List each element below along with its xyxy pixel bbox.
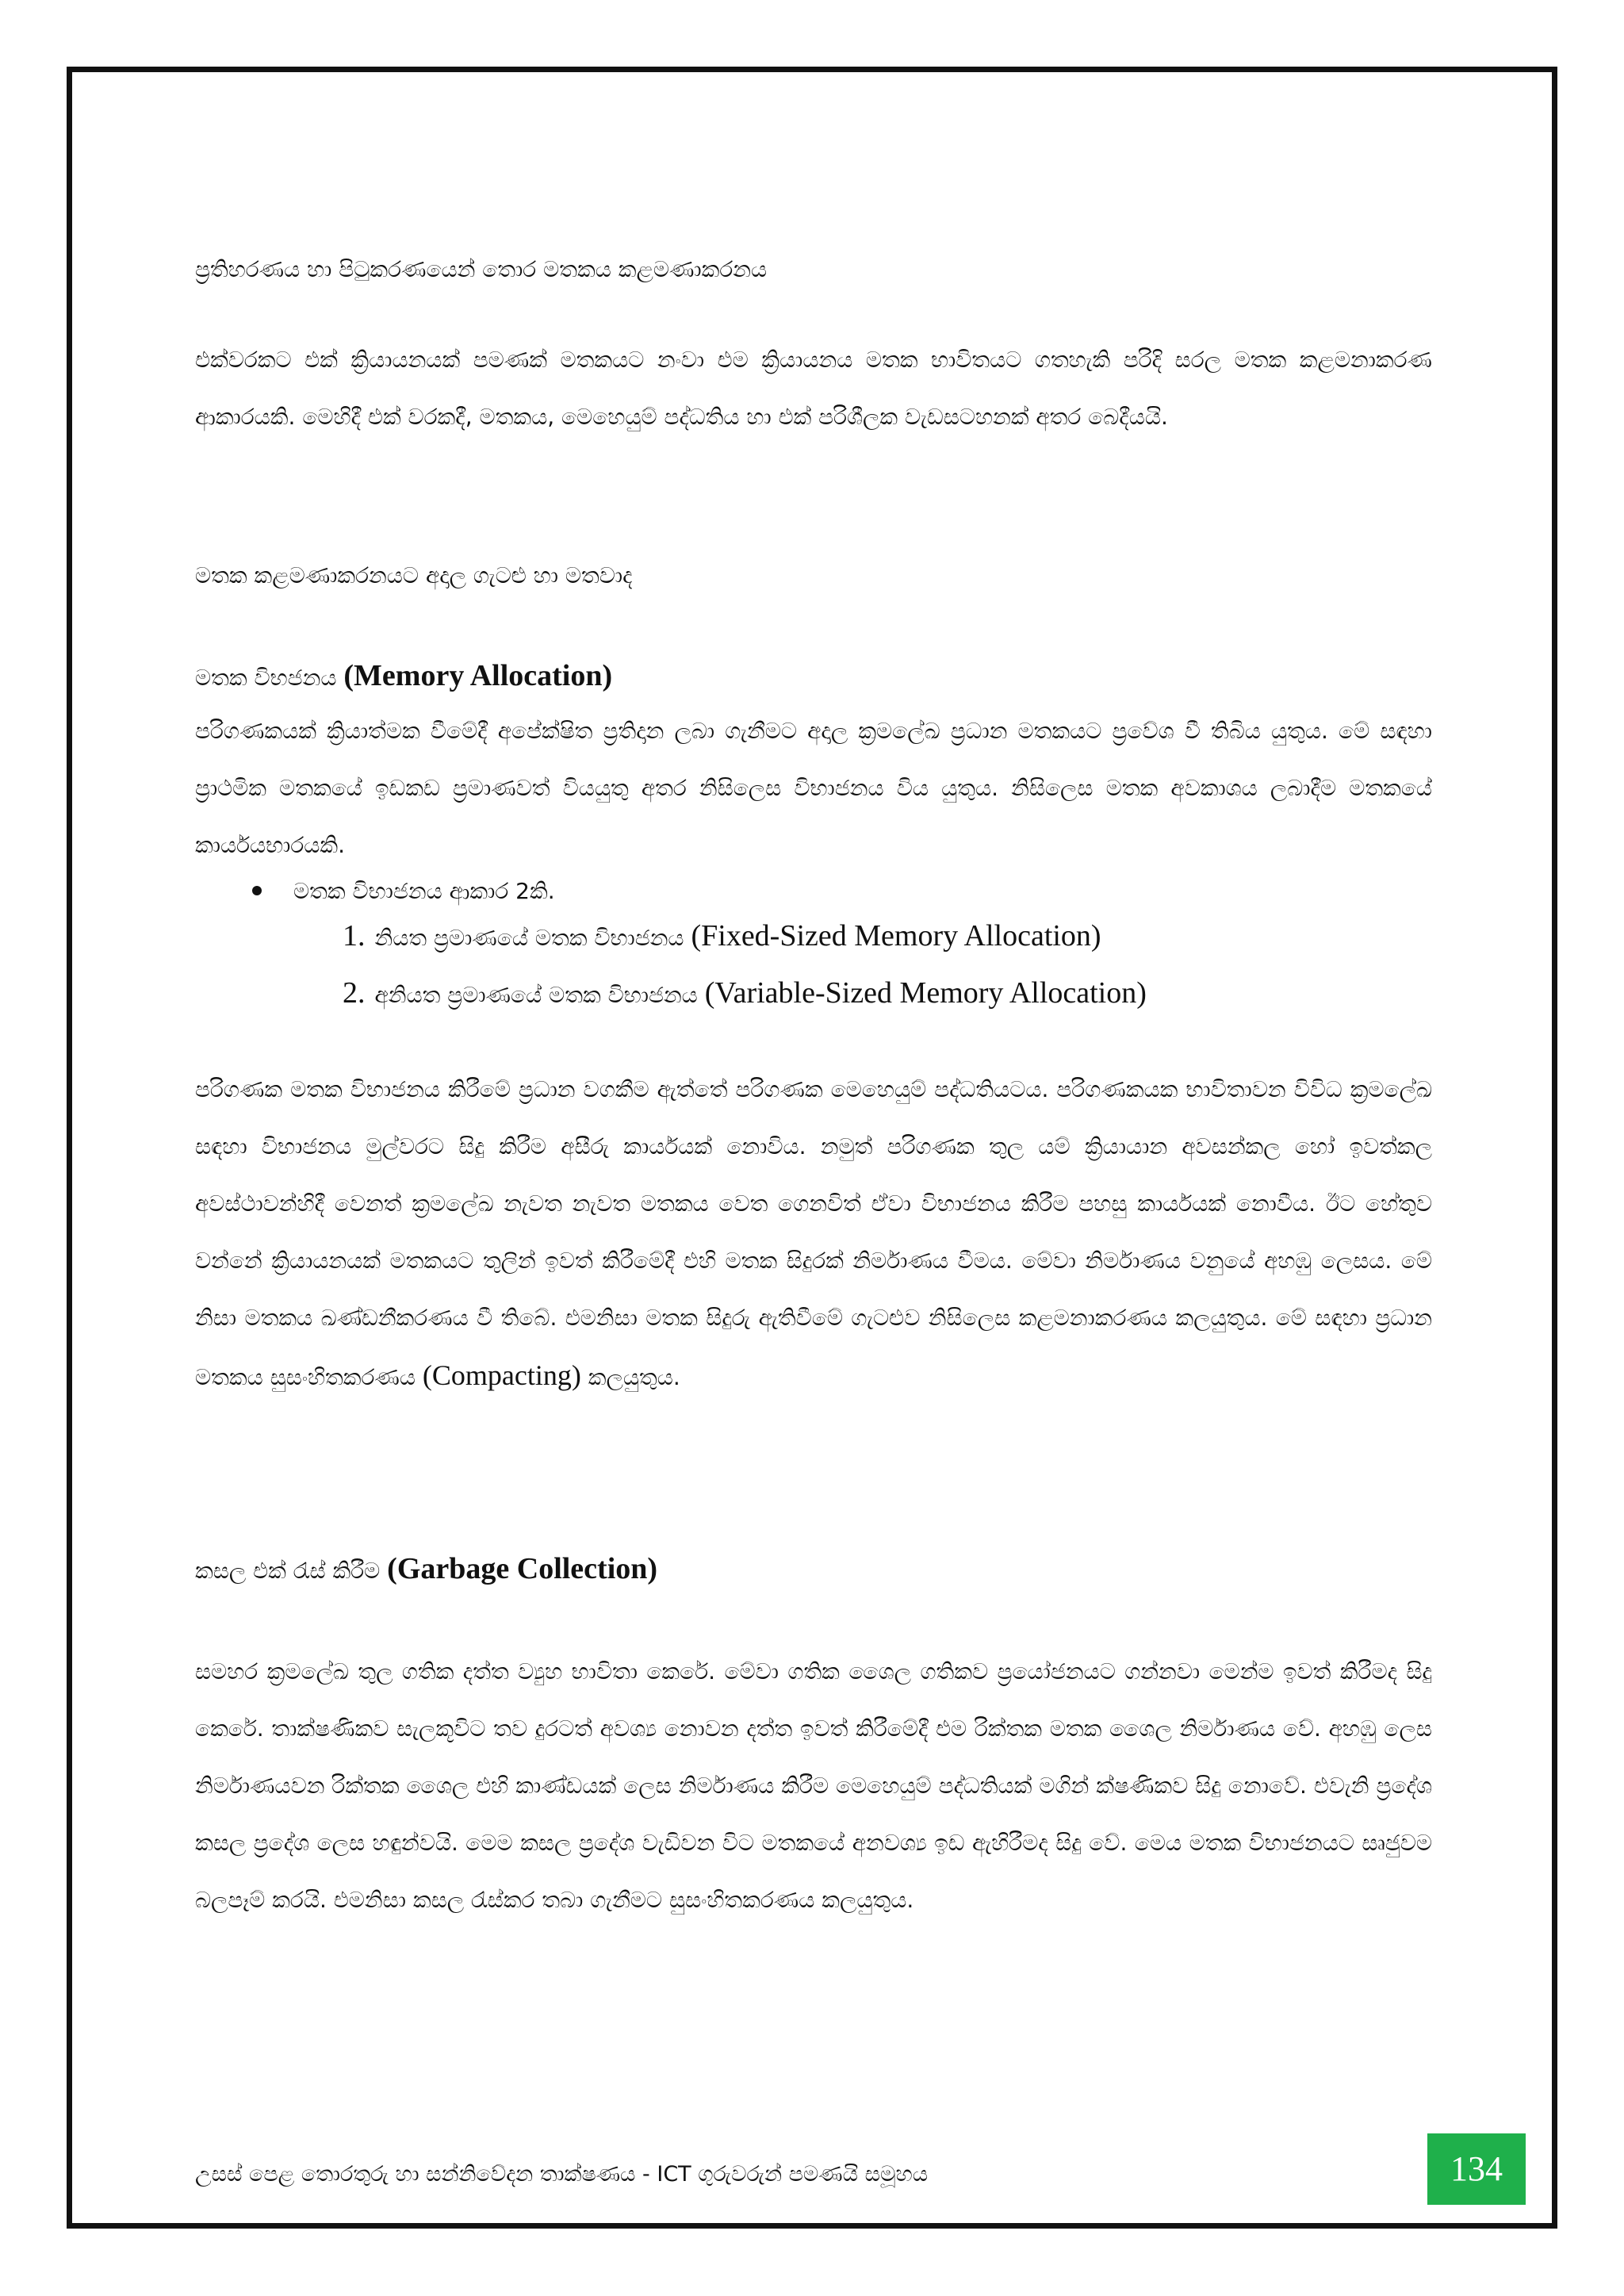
- page-number-badge: 134: [1427, 2133, 1526, 2205]
- bullet-item: [252, 876, 555, 907]
- item-sinhala: නියත ප්‍රමාණයේ මතක විභාජනය: [374, 925, 691, 951]
- section-heading-memory-issues: මතක කළමණාකරනයට අදාල ගැටළු හා මතවාද: [195, 562, 633, 588]
- heading-english: (Garbage Collection): [387, 1552, 658, 1585]
- bullet-text: මතක විභාජනය ආකාර 2කි.: [293, 878, 555, 904]
- paragraph-text-end: කලයුතුය.: [580, 1364, 680, 1390]
- section-heading-garbage-collection: [195, 1553, 1432, 1587]
- paragraph-text: පරිගණක මතක විභාජනය කිරීමේ ප්‍රධාන වගකීම ඇත්තේ පරිගණක මෙහෙයුම් පද්ධතියටය. පරිගණකයක භාවිතාවන විවිධ ක්‍රමලේඛ සඳහා විභාජනය මුල්වරට සිදු කිරීම අසීරු කාර්යයක් නොවිය. නමුත් පරිගණක තුල යම් ක්‍රියායාන අවසන්කල හෝ ඉවත්කල අවස්ථාවන්හිදී වෙනත් ක්‍රමලේඛ නැවත නැවත මතකය වෙත ගෙනවිත් ඒවා විභාජනය කිරීම පහසු කාර්යයක් නොවීය. ඊට හේතුව වන්නේ ක්‍රියායනයක් මතකයට තුලින් ඉවත් කිරීමේදී එහි මතක සිදුරක් නිර්මාණය වීමය. මේවා නිර්මාණය වනුයේ අහඹු ලෙසය. මේ නිසා මතකය ඛණ්ඩනීකරණය වී තිබේ. එමනිසා මතක සිදුරු ඇතිවීමේ ගැටළුව නිසිලෙස කළමනාකරණය කලයුතුය. මේ සඳහා ප්‍රධාන මතකය සුසංහිතකරණය: [195, 1076, 1432, 1390]
- numbered-item-2: [343, 974, 1147, 1014]
- heading-english: (Memory Allocation): [343, 659, 613, 692]
- paragraph-garbage-collection: සමහර ක්‍රමලේඛ තුල ගතික දත්ත ව්‍යුහ භාවිතා කෙරේ. මේවා ගතික ශෛල ගතිකව ප්‍රයෝජනයට ගන්නවා මෙන්ම ඉවත් කිරීමද සිදු කෙරේ. තාක්ෂණිකව සැලකූවිට තව දුරටත් අවශ්‍ය නොවන දත්ත ඉවත් කිරීමේදී එම රික්තක මතක ශෛල නිර්මාණය වේ. අහඹු ලෙස නිර්මාණයවන රික්තක ශෛල එහි කාණ්ඩයක් ලෙස නිර්මාණය කිරීම මෙහෙයුම් පද්ධතියක් මගින් ක්ෂණිකව සිදු නොවේ. එවැනි ප්‍රදේශ කසල ප්‍රදේශ ලෙස හඳුන්වයි. මෙම කසල ප්‍රදේශ වැඩිවන විට මතකයේ අනවශ්‍ය ඉඩ ඇහිරීමද සිදු වේ. මෙය මතක විභාජනයට සෘජුවම බලපෑම් කරයි. එමනිසා කසල රැස්කර තබා ගැනීමට සුසංහිතකරණය කලයුතුය.: [195, 1658, 1432, 1913]
- item-sinhala: අනියත ප්‍රමාණයේ මතක විභාජනය: [374, 982, 705, 1008]
- paragraph-simple-memory-management: එක්වරකට එක් ක්‍රියායනයක් පමණක් මතකයට නංවා එම ක්‍රියායනය මතක භාවිතයට ගතහැකි පරිදි සරල මතක කළමනාකරණ ආකාරයකි. මෙහිදී එක් වරකදී, මතකය, මෙහෙයුම් පද්ධතිය හා එක් පරිශීලක වැඩසටහනක් අතර බෙදීයයි.: [195, 347, 1432, 430]
- numbered-item-1: [343, 917, 1101, 957]
- section-heading-no-swapping: ප්‍රතිහරණය හා පිටුකරණයෙන් තොර මතකය කළමණාකරනය: [195, 256, 768, 282]
- item-number: 2.: [343, 976, 366, 1010]
- section-heading-memory-allocation: [195, 660, 1432, 694]
- item-english: (Variable-Sized Memory Allocation): [704, 976, 1147, 1010]
- heading-sinhala: කසල එක් රැස් කිරීම: [195, 1558, 388, 1584]
- paragraph-memory-allocation: පරිගණකයක් ක්‍රියාත්මක වීමේදී අපේක්ෂිත ප්‍රතිදාන ලබා ගැනීමට අදාල ක්‍රමලේඛ ප්‍රධාන මතකයට ප්‍රවේශ වී තිබිය යුතුය. මේ සඳහා ප්‍රාථමික මතකයේ ඉඩකඩ ප්‍රමාණවත් වියයුතු අතර නිසිලෙස විභාජනය විය යුතුය. නිසිලෙස මතක අවකාශය ලබාදීම මතකයේ කාර්යයභාරයකි.: [195, 718, 1432, 858]
- footer-text: උසස් පෙළ තොරතුරු හා සන්නිවේදන තාක්ෂණය - ICT ගුරුවරුන් පමණයි සමූහය: [195, 2162, 929, 2187]
- compacting-term: (Compacting): [422, 1359, 581, 1391]
- item-number: 1.: [343, 919, 366, 953]
- heading-sinhala: මතක විභජනය: [195, 665, 344, 691]
- item-english: (Fixed-Sized Memory Allocation): [691, 919, 1101, 953]
- paragraph-allocation-responsibility: [195, 1061, 1432, 1406]
- bullet-icon: [252, 886, 262, 895]
